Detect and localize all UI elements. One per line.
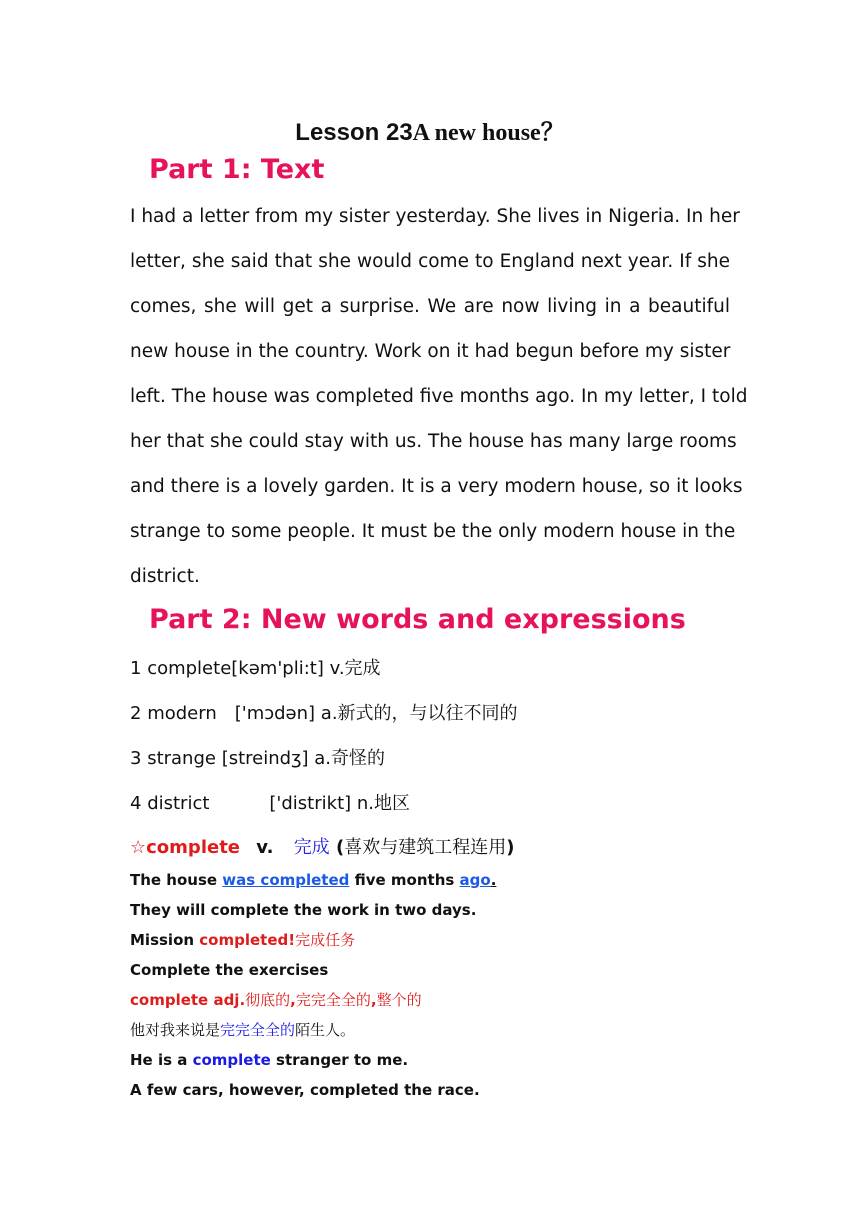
word-item — [130, 691, 518, 736]
lesson-name: A new house？ — [412, 120, 565, 146]
passage-line: new house in the country. Work on it had begun before my sister — [130, 341, 731, 362]
passage-line: and there is a lovely garden. It is a very modern house, so it looks — [130, 476, 743, 497]
example-sentence: A few cars, however, completed the race. — [130, 1081, 480, 1099]
note-paren-open: ( — [335, 837, 345, 858]
word-term: complete — [147, 658, 232, 679]
word-definition: a.新式的，与以往不同的 — [320, 703, 518, 724]
lesson-number: Lesson 23 — [295, 119, 413, 146]
word-number: 2 — [130, 703, 142, 724]
word-phonetic: [kəm'pli:t] — [231, 658, 324, 679]
word-phonetic: [streindʒ] — [221, 748, 309, 769]
passage-line: district. — [130, 566, 200, 587]
example-link-was-completed[interactable]: was completed — [222, 871, 350, 889]
part1-heading: Part 1: Text — [149, 154, 325, 185]
example-sentence: He is a complete stranger to me. — [130, 1051, 409, 1069]
usage-notes — [130, 833, 514, 1105]
word-term: modern — [147, 703, 217, 724]
word-item — [130, 646, 518, 691]
word-definition: n.地区 — [356, 793, 411, 814]
example-sentence: They will complete the work in two days. — [130, 901, 477, 919]
note-paren-close: ) — [506, 837, 515, 858]
star-icon: ☆ — [130, 837, 147, 858]
word-number: 4 — [130, 793, 142, 814]
note-complete-verb — [130, 833, 514, 865]
example-sentence-chinese: 他对我来说是完完全全的陌生人。 — [130, 1021, 356, 1039]
word-number: 1 — [130, 658, 142, 679]
word-phonetic: ['distrikt] — [269, 793, 352, 814]
passage-line: letter, she said that she would come to England next year. If she — [130, 251, 730, 272]
lesson-title — [0, 112, 860, 147]
part2-heading: Part 2: New words and expressions — [149, 604, 686, 635]
example-sentence: Complete the exercises — [130, 961, 329, 979]
word-phonetic: ['mɔdən] — [234, 703, 316, 724]
passage-line: strange to some people. It must be the only modern house in the — [130, 521, 736, 542]
passage-line: left. The house was completed five months ago. In my letter, I told — [130, 386, 748, 407]
word-term: strange — [147, 748, 216, 769]
note-pos: v. — [256, 837, 274, 858]
passage-line: her that she could stay with us. The house has many large rooms — [130, 431, 737, 452]
example-sentence: The house was completed five months ago. — [130, 871, 497, 889]
word-definition: a.奇怪的 — [314, 748, 385, 769]
note-meaning: 完成 — [293, 837, 330, 858]
word-item — [130, 781, 518, 826]
passage-line: comes, she will get a surprise. We are now living in a beautiful — [130, 296, 730, 317]
note-word: complete — [146, 837, 241, 858]
word-definition: v.完成 — [329, 658, 381, 679]
passage-line: I had a letter from my sister yesterday. She lives in Nigeria. In her — [130, 206, 740, 227]
example-sentence: Mission completed!完成任务 — [130, 931, 356, 949]
word-item — [130, 736, 518, 781]
note-paren-text: 喜欢与建筑工程连用 — [344, 837, 507, 858]
word-list — [130, 646, 518, 826]
word-number: 3 — [130, 748, 142, 769]
word-term: district — [147, 793, 210, 814]
note-complete-adj: complete adj.彻底的,完完全全的,整个的 — [130, 991, 422, 1009]
passage-text — [130, 194, 748, 599]
example-link-ago[interactable]: ago — [459, 871, 491, 889]
